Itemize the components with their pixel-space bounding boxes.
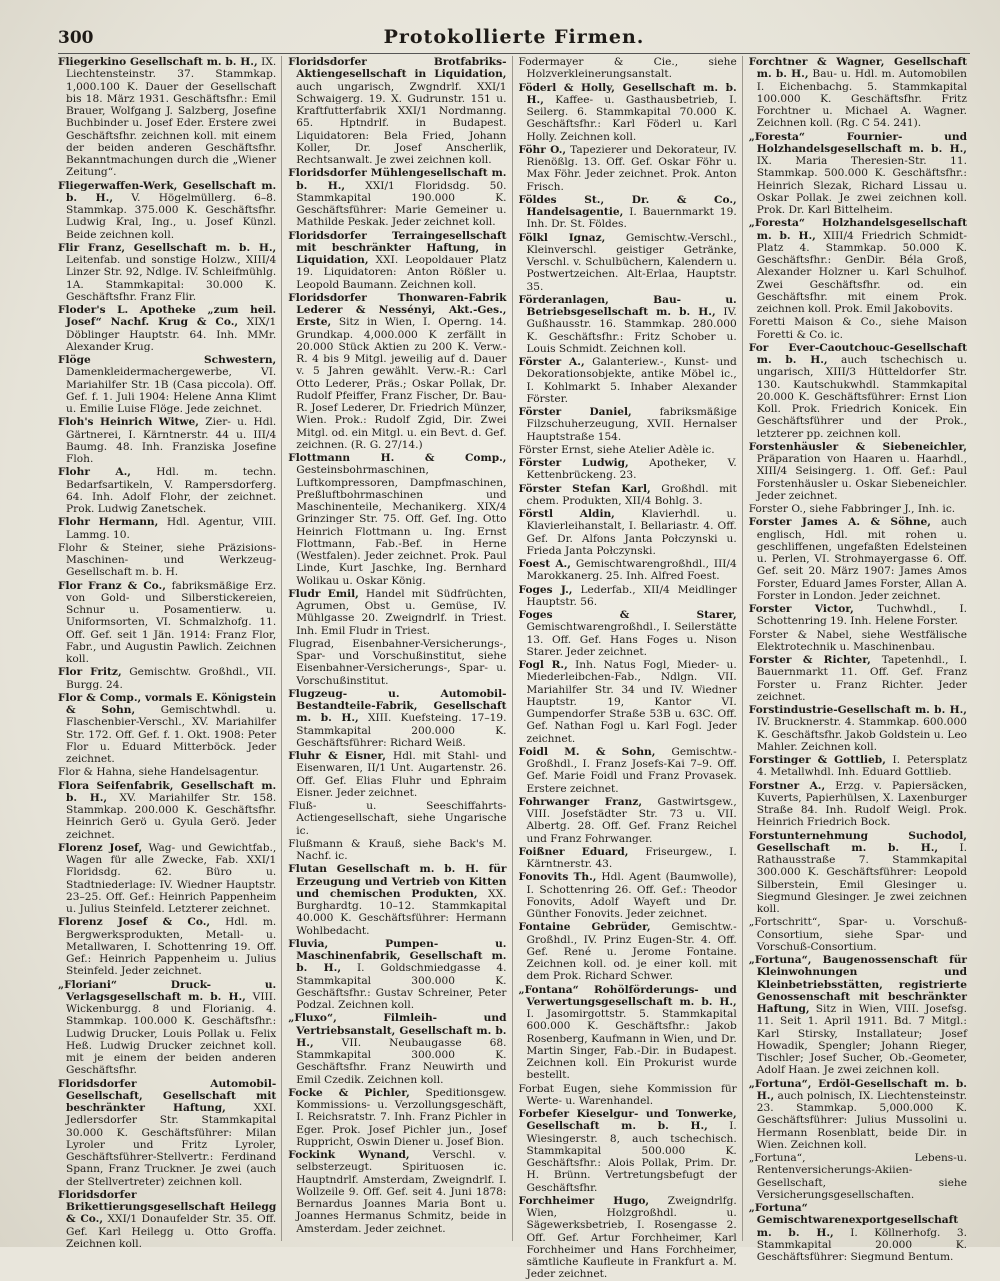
firm-details: Hdl. m. Bergwerksprodukten, Metall- u. Metallwaren, I. Schottenring 19. Off. Gef.: Heinrich Pappenheim u. Julius Steinfeld. Jeder zeichnet. [66, 916, 277, 978]
firm-name: Flutan Gesellschaft m. b. H. für Erzeugung und Vertrieb von Kitten und chemischen Produkten, [288, 863, 507, 900]
page-header [58, 24, 970, 50]
firm-entry [519, 356, 737, 405]
firm-name: Fonovits Th., [518, 871, 597, 884]
firm-details: Foretti Maison & Co., siehe Maison Foretti & Co. ic. [748, 316, 967, 341]
firm-name: Fludr Emil, [288, 587, 359, 600]
firm-entry [58, 1189, 276, 1250]
firm-entry [58, 242, 276, 303]
firm-name: „Fluxo“, Filmleih- und Vertriebsanstalt, Gesellschaft m. b. H., [288, 1012, 507, 1049]
firm-name: Floridsdorfer Brotfabriks-Aktiengesellschaft in Liquidation, [288, 56, 507, 81]
firm-name: Flor & Comp., vormals E. Königstein & Sohn, [58, 691, 277, 716]
firm-name: Floridsdorfer Brikettierungsgesellschaft Heilegg & Co., [58, 1188, 277, 1226]
firm-name: Forstner A., [748, 779, 826, 792]
firm-details: XXI. Leopoldauer Platz 19. Liquidatoren: Anton Rößler u. Leopold Baumann. Zeichnen koll. [296, 254, 507, 291]
firm-details: auch tschechisch u. ungarisch, XIII/3 Hütteldorfer Str. 130. Kautschukwhdl. Stammkapital 20.000 K. Geschäftsführer: Ernst Lion Koll. Prok. Friedrich Konicek. Ein Geschäftsführer und der Prok., letzterer pp. zeichnen koll. [756, 354, 967, 440]
firm-entry [519, 796, 737, 845]
firm-entry [749, 1202, 967, 1263]
firm-entry [288, 1087, 506, 1148]
firm-entry [288, 838, 506, 863]
firm-entry [58, 916, 276, 977]
firm-entry [749, 629, 967, 654]
firm-name: „Fortuna“ Gemischtwarenexportgesellschaft m. b. H., [748, 1202, 959, 1239]
firm-entry [749, 954, 967, 1077]
firm-entry [749, 503, 967, 515]
firm-details: Flußmann & Krauß, siehe Back's M. Nachf. ic. [288, 837, 507, 862]
firm-entry [749, 754, 967, 779]
firm-entry [519, 609, 737, 658]
firm-name: „Fontana“ Rohölförderungs- und Verwertungsgesellschaft m. b. H., [518, 983, 737, 1008]
column-3 [518, 56, 743, 1281]
firm-entry [288, 588, 506, 637]
directory-columns [58, 56, 972, 1281]
firm-details: Tapezierer und Dekorateur, IV. Rienößlg. 13. Off. Gef. Oskar Föhr u. Max Föhr. Jeder zeichnet. Prok. Anton Frisch. [526, 143, 737, 193]
firm-details: Hdl. mit Stahl- und Eisenwaren, II/1 Unt. Augartenstr. 26. Off. Gef. Elias Fluhr und Ephraim Eisner. Jeder zeichnet. [296, 750, 507, 799]
firm-entry [519, 194, 737, 231]
firm-entry [519, 659, 737, 745]
firm-details: auch englisch, Hdl. mit rohen u. geschliffenen, ungefaßten Edelsteinen u. Perlen, VI. Strohmayergasse 6. Off. Gef. seit 20. März 1907: James Amos Forster, Eduard James Forster, Allan A. Forster in London. Jeder zeichnet. [756, 516, 967, 602]
firm-details: Flugrad, Eisenbahner-Versicherungs-, Spar- und Vorschußinstitut, siehe Eisenbahner-Versicherungs-, Spar- u. Vorschußinstitut. [288, 637, 507, 687]
firm-name: Floridsdorfer Mühlengesellschaft m. b. H., [288, 167, 507, 192]
firm-details: fabriksmäßige Erz. von Gold- und Silberstickereien, Schnur u. Posamentierw. u. Uniformsorten, VI. Schmalzhofg. 11. Off. Gef. seit 1 Jän. 1914: Franz Flor, Fabr., und Augustin Pawlich. Zeichnen koll. [66, 579, 277, 665]
firm-name: Föhr O., [518, 143, 567, 156]
firm-details: Zweigndrlfg. Wien, Holzgroßhdl. u. Sägewerksbetrieb, I. Rosengasse 2. Off. Gef. Artur Forchheimer, Karl Forchheimer und Hans Forchheimer, sämtliche Kaufleute in Frankfurt a. M. Jeder zeichnet. [526, 1194, 737, 1281]
firm-entry [288, 688, 506, 749]
firm-entry [58, 56, 276, 179]
firm-entry [519, 294, 737, 355]
firm-entry [58, 354, 276, 415]
firm-details: Friseurgew., I. Kärntnerstr. 43. [526, 845, 737, 870]
firm-entry [58, 692, 276, 766]
firm-entry [58, 466, 276, 515]
firm-entry [519, 746, 737, 795]
firm-name: Fohrwanger Franz, [518, 795, 643, 808]
firm-details: Leitenfab. und sonstige Holzw., XIII/4 Linzer Str. 92, Ndlge. IV. Schleifmühlg. 1A. Stammkapital: 30.000 K. Geschäftsfhr. Franz Flir. [66, 254, 277, 303]
firm-details: Forster & Nabel, siehe Westfälische Elektrotechnik u. Maschinenbau. [748, 628, 967, 653]
firm-name: Floridsdorfer Thonwaren-Fabrik Lederer & Nessényi, Akt.-Ges., Erste, [288, 291, 507, 329]
firm-details: IX. Liechtensteinstr. 37. Stammkap. 1,000.100 K. Dauer der Gesellschaft bis 18. März 1931. Geschäftsfhr.: Emil Brauer, Wolfgang J. Salzberg, Josefine Buchbinder u. Josef Eder. Erstere zwei Geschäftsfhr. zeichnen koll. mit einem der beiden anderen Geschäftsfhr. Bekanntmachungen durch die „Wiener Zeitung“. [66, 56, 277, 179]
firm-entry [519, 984, 737, 1082]
firm-details: IV. Gußhausstr. 16. Stammkap. 280.000 K. Geschäftsfhr.: Fritz Schober u. Louis Schmidt. Zeichnen koll. [526, 306, 737, 355]
firm-entry [58, 180, 276, 241]
firm-details: Fodermayer & Cie., siehe Holzverkleinerungsanstalt. [518, 56, 737, 81]
column-2 [288, 56, 512, 1241]
firm-entry [58, 304, 276, 353]
firm-details: VIII. Wickenburgg. 8 und Florianig. 4. Stammkap. 100.000 K. Geschäftsfhr.: Ludwig Drucker, Louis Pollak u. Felix Heß. Ludwig Drucker zeichnet koll. mit je einem der beiden anderen Geschäftsfhr. [66, 990, 277, 1077]
firm-details: Forbat Eugen, siehe Kommission für Werte- u. Warenhandel. [518, 1082, 737, 1107]
firm-name: Foidl M. & Sohn, [518, 745, 656, 758]
firm-entry [58, 666, 276, 691]
firm-details: Gemischtw.-Großhdl., I. Franz Josefs-Kai 7–9. Off. Gef. Marie Foidl und Franz Provasek. Erstere zeichnet. [526, 745, 737, 795]
firm-details: Hdl. Agent (Baumwolle), I. Schottenring 26. Off. Gef.: Theodor Fonovits, Adolf Wayeft und Dr. Günther Fonovits. Jeder zeichnet. [526, 871, 737, 920]
firm-entry [519, 232, 737, 293]
firm-entry [288, 56, 506, 166]
firm-details: Verschl. v. selbsterzeugt. Spirituosen ic. Hauptndrlf. Amsterdam, Zweigndrlf. I. Wollzeile 9. Off. Gef. seit 4. Juni 1878: Bernardus Joannes Maria Bont u. Joannes Hermanus Schmitz, beide in Amsterdam. Jeder zeichnet. [296, 1149, 507, 1235]
firm-name: For Ever-Caoutchouc-Gesellschaft m. b. H., [748, 341, 967, 366]
firm-details: Wag- und Gewichtfab., Wagen für alle Zwecke, Fab. XXI/1 Floridsdg. 62. Büro u. Stadtniederlage: IV. Wiedner Hauptstr. 23–25. Off. Gef.: Heinrich Pappenheim u. Julius Steinfeld. Letzterer zeichnet. [66, 841, 277, 915]
firm-name: Forstinger & Gottlieb, [748, 754, 886, 766]
firm-entry [749, 704, 967, 753]
firm-name: Fluhr & Eisner, [288, 750, 386, 762]
firm-name: „Fortuna“, Baugenossenschaft für Kleinwohnungen und Kleinbetriebsstätten, registrierte Genossenschaft mit beschränkter Haftung, [748, 954, 967, 1015]
firm-name: Fontaine Gebrüder, [518, 921, 651, 934]
firm-details: Forster O., siehe Fabbringer J., Inh. ic. [748, 503, 956, 515]
firm-details: I. Bauernmarkt 19. Inh. Dr. St. Földes. [526, 206, 737, 231]
firm-details: Inh. Natus Fogl, Mieder- u. Miederleibchen-Fab., Ndlgn. VII. Mariahilfer Str. 34 und IV. Wiedner Hauptstr. 19, Kantor VI. Gumpendorfer Straße 53B u. 63C. Off. Gef. Nathan Fogl u. Karl Fogl. Jeder zeichnet. [526, 659, 737, 745]
firm-name: Floh's Heinrich Witwe, [58, 416, 199, 429]
firm-entry [749, 516, 967, 602]
firm-entry [519, 56, 737, 81]
firm-name: Fogl R., [518, 659, 568, 671]
firm-details: Fluß- u. Seeschiffahrts-Actiengesellschaft, siehe Ungarische ic. [288, 800, 507, 837]
firm-entry [749, 342, 967, 440]
firm-name: Föderl & Holly, Gesellschaft m. b. H., [518, 81, 737, 106]
firm-name: Fluvia, Pumpen- u. Maschinenfabrik, Gesellschaft m. b. H., [288, 937, 507, 975]
firm-name: Fockink Wynand, [288, 1149, 410, 1161]
firm-name: Flora Seifenfabrik, Gesellschaft m. b. H., [58, 779, 277, 804]
firm-name: Floder's L. Apotheke „zum heil. Josef“ Nachf. Krug & Co., [58, 304, 277, 329]
firm-details: Kaffee- u. Gasthausbetrieb, I. Seilerg. 6. Stammkapital 70.000 K. Geschäftsfhr.: Karl Föderl u. Karl Holly. Zeichnen koll. [526, 93, 737, 143]
firm-details: Hdl. m. techn. Bedarfsartikeln, V. Rampersdorferg. 64. Inh. Adolf Flohr, der zeichnet. Prok. Ludwig Zanetschek. [66, 466, 277, 515]
firm-details: Tuchwhdl., I. Schottenring 19. Inh. Helene Forster. [756, 603, 967, 628]
firm-entry [288, 638, 506, 687]
firm-details: Apotheker, V. Kettenbrückeng. 23. [526, 457, 737, 482]
firm-details: Gemischtwhdl. u. Flaschenbier-Verschl., XV. Mariahilfer Str. 172. Off. Gef. f. 1. Okt. 1908: Peter Flor u. Eduard Mitterböck. Jeder zeichnet. [66, 704, 277, 765]
firm-details: XXI/1 Donaufelder Str. 35. Off. Gef. Karl Heilegg u. Otto Groffa. Zeichnen koll. [66, 1213, 277, 1250]
firm-details: I. Jasomirgottstr. 5. Stammkapital 600.000 K. Geschäftsfhr.: Jakob Rosenberg, Kaufmann in Wien, und Dr. Martin Singer, Fab.-Dir. in Budapest. Zeichnen koll. Ein Prokurist wurde bestellt. [526, 1008, 737, 1082]
firm-entry [519, 457, 737, 482]
firm-name: Forstenhäusler & Siebeneichler, [748, 440, 967, 453]
firm-name: Florenz Josef, [58, 841, 143, 854]
firm-name: Förster Daniel, [518, 406, 632, 418]
firm-details: Zier- u. Hdl. Gärtnerei, I. Kärntnerstr. 44 u. III/4 Baumg. 48. Inh. Franziska Josefine Floh. [66, 416, 277, 465]
firm-entry [519, 871, 737, 920]
firm-name: Förderanlagen, Bau- u. Betriebsgesellschaft m. b. H., [518, 293, 737, 318]
firm-details: Gemischtw. Großhdl., VII. Burgg. 24. [66, 666, 277, 691]
firm-entry [288, 452, 506, 587]
firm-name: Flor Fritz, [58, 666, 122, 679]
firm-details: XX. Burghardtg. 10–12. Stammkapital 40.000 K. Geschäftsführer: Hermann Wohlbedacht. [296, 887, 507, 937]
firm-entry [519, 406, 737, 443]
firm-name: Forchtner & Wagner, Gesellschaft m. b. H., [748, 56, 967, 81]
firm-name: Foges & Starer, [518, 609, 737, 621]
firm-name: Forster & Richter, [748, 654, 871, 666]
header-rule [58, 53, 970, 54]
page-number: 300 [58, 28, 94, 48]
firm-entry [288, 750, 506, 799]
column-4 [748, 56, 972, 1263]
firm-entry [58, 1078, 276, 1188]
firm-entry [58, 542, 276, 579]
firm-details: Sitz in Wien, VIII. Josefsg. 11. Seit 1. April 1911. Bd. 7 Mitgl.: Karl Stirsky, Installateur; Josef Howadik, Spengler; Johann Rieger, Tischler; Josef Sucher, Ob.-Geometer, Adolf Haan. Je zwei zeichnen koll. [756, 1003, 967, 1077]
firm-details: Förster Ernst, siehe Atelier Adèle ic. [518, 443, 715, 456]
firm-details: Speditionsgew. Kommissions- u. Verzollungsgeschäft, I. Reichsratstr. 7. Inh. Franz Pichler in Eger. Prok. Josef Pichler jun., Josef Ruppricht, Oswin Diener u. Josef Bion. [296, 1086, 507, 1148]
firm-entry [749, 217, 967, 315]
firm-entry [288, 938, 506, 1012]
firm-details: Klavierhdl. u. Klavierleihanstalt, I. Bellariastr. 4. Off. Gef. Dr. Alfons Janta Połczynski u. Frieda Janta Połczynski. [526, 508, 737, 557]
firm-entry [749, 654, 967, 703]
firm-entry [519, 508, 737, 557]
firm-name: Foißner Eduard, [518, 845, 629, 858]
firm-entry [288, 167, 506, 228]
firm-entry [58, 516, 276, 541]
firm-entry [519, 584, 737, 609]
firm-details: XXI. Jedlersdorfer Str. Stammkapital 30.000 K. Geschäftsführer: Milan Lyroler und Fritz Lyroler, Geschäftsführer-Stellvertr.: Ferdinand Spann, Franz Truckner. Je zwei (auch der Stellvertreter) zeichnen koll. [66, 1102, 277, 1188]
firm-name: Flöge Schwestern, [58, 354, 277, 366]
firm-details: auch polnisch, IX. Liechtensteinstr. 23. Stammkap. 5,000.000 K. Geschäftsführer: Julius Mussolini u. Hermann Rosenblatt, beide Dir. in Wien. Zeichnen koll. [756, 1089, 967, 1151]
firm-entry [749, 780, 967, 829]
firm-name: Florenz Josef & Co., [58, 916, 211, 929]
firm-name: Földes St., Dr. & Co., Handelsagentie, [518, 193, 737, 218]
firm-entry [519, 558, 737, 583]
firm-details: Flohr & Steiner, siehe Präzisions-Maschinen- und Werkzeug-Gesellschaft m. b. H. [58, 541, 277, 579]
firm-entry [519, 144, 737, 193]
firm-name: Flohr A., [58, 466, 131, 479]
firm-name: Fliegerwaffen-Werk, Gesellschaft m. b. H., [58, 179, 277, 204]
firm-details: XIII/4 Friedrich Schmidt-Platz 4. Stammkap. 50.000 K. Geschäftsfhr.: GenDir. Béla Groß, Alexander Holzner u. Karl Schulhof. Zwei Geschäftsfhr. od. ein Geschäftsfhr. mit einem Prok. zeichnen koll. Prok. Emil Jakobovits. [756, 229, 967, 315]
firm-entry [749, 56, 967, 130]
firm-details: „Fortuna“, Lebens-u. Rentenversicherungs-Akiien-Gesellschaft, siehe Versicherungsgesellschaften. [748, 1152, 967, 1201]
firm-name: Förstl Aldin, [518, 508, 615, 520]
firm-details: Präparation von Haaren u. Haarhdl., XIII/4 Seisingerg. 1. Off. Gef.: Paul Forstenhäusler u. Oskar Siebeneichler. Jeder zeichnet. [756, 453, 967, 502]
firm-entry [519, 921, 737, 982]
firm-name: Forstindustrie-Gesellschaft m. b. H., [748, 704, 967, 716]
firm-name: „Foresta“ Holzhandelsgesellschaft m. b. H., [748, 217, 967, 242]
firm-entry [58, 766, 276, 778]
firm-name: Foges J., [518, 583, 573, 596]
firm-entry [519, 483, 737, 508]
firm-details: I. Petersplatz 4. Metallwhdl. Inh. Eduard Gottlieb. [756, 754, 967, 779]
firm-details: Gemischtwarengroßhdl., III/4 Marokkanerg. 25. Inh. Alfred Foest. [526, 558, 737, 583]
firm-entry [288, 230, 506, 291]
firm-details: „Fortschritt“, Spar- u. Vorschuß-Consortium, siehe Spar- und Vorschuß-Consortium. [748, 916, 967, 953]
firm-entry [519, 1195, 737, 1281]
firm-entry [58, 842, 276, 916]
firm-name: Flugzeug- u. Automobil-Bestandteile-Fabrik, Gesellschaft m. b. H., [288, 687, 507, 725]
firm-entry [519, 444, 737, 456]
firm-details: Hdl. Agentur, VIII. Lammg. 10. [66, 516, 277, 541]
firm-name: Floridsdorfer Terraingesellschaft mit beschränkter Haftung, in Liquidation, [288, 229, 507, 266]
firm-details: Gastwirtsgew., VIII. Josefstädter Str. 73 u. VII. Albertg. 28. Off. Gef. Franz Reichel und Franz Fohrwanger. [526, 795, 737, 845]
firm-entry [749, 830, 967, 916]
firm-entry [288, 1149, 506, 1235]
firm-name: Flor Franz & Co., [58, 579, 166, 592]
running-title: Protokollierte Firmen. [383, 26, 645, 48]
firm-details: Sitz in Wien, I. Operng. 14. Grundkap. 4,000.000 K zerfällt in 20.000 Stück Aktien zu 200 K. Verw.-R. 4 bis 9 Mitgl. jeweilig auf d. Dauer v. 5 Jahren gewählt. Verw.-R.: Carl Otto Lederer, Präs.; Oskar Pollak, Dr. Rudolf Pfeiffer, Franz Fischer, Dr. Bau-R. Josef Lederer, Dr. Friedrich Münzer, Wien. Prok.: Rudolf Zgid, Dir. Zwei Mitgl. od. ein Mitgl. u. ein Bevt. d. Gef. zeichnen. (R. G. 27/14.) [296, 316, 507, 451]
firm-details: auch ungarisch, Zwgndrlf. XXI/1 Schwaigerg. 19. X. Gudrunstr. 151 u. Kraftfutterfabrik XXI/1 Nordmanng. 65. Hptndrlf. in Budapest. Liquidatoren: Bela Fried, Johann Koller, Dr. Josef Anscherlik, Rechtsanwalt. Je zwei zeichnen koll. [296, 80, 507, 166]
firm-details: Bau- u. Hdl. m. Automobilen I. Eichenbachg. 5. Stammkapital 100.000 K. Geschäftsfhr. Fritz Forchtner u. Michael A. Wagner. Zeichnen koll. (Rg. C 54. 241). [756, 68, 967, 130]
firm-details: I. Goldschmiedgasse 4. Stammkapital 300.000 K. Geschäftsfhr.: Gustav Schreiner, Peter Podzal. Zeichnen koll. [296, 962, 507, 1011]
firm-name: Foest A., [518, 558, 571, 570]
firm-name: Floridsdorfer Automobil-Gesellschaft, Gesellschaft mit beschränkter Haftung, [58, 1077, 277, 1114]
firm-details: I. Wiesingerstr. 8, auch tschechisch. Stammkapital 500.000 K. Geschäftsfhr.: Alois Pollak, Prim. Dr. H. Brünn. Vertretungsbefugt der Geschäftsfhr. [526, 1120, 737, 1194]
firm-name: Förster A., [518, 356, 585, 368]
firm-entry [519, 1083, 737, 1108]
firm-entry [519, 846, 737, 871]
firm-name: Förster Ludwig, [518, 457, 629, 469]
firm-entry [58, 979, 276, 1077]
firm-details: Großhdl. mit chem. Produkten, XII/4 Bohlg. 3. [526, 482, 737, 507]
firm-entry [749, 916, 967, 953]
firm-name: Forstunternehmung Suchodol, Gesellschaft m. b. H., [748, 829, 967, 854]
firm-entry [58, 780, 276, 841]
firm-entry [288, 863, 506, 937]
firm-details: Handel mit Südfrüchten, Agrumen, Obst u. Gemüse, IV. Mühlgasse 20. Zweigndrlf. in Triest. Inh. Emil Fludr in Triest. [296, 587, 507, 637]
firm-name: Flir Franz, Gesellschaft m. b. H., [58, 241, 277, 254]
firm-name: Forchheimer Hugo, [518, 1194, 650, 1207]
firm-details: Gemischtwarengroßhdl., I. Seilerstätte 13. Off. Gef. Hans Foges u. Nison Starer. Jeder zeichnet. [526, 621, 737, 658]
firm-name: Flohr Hermann, [58, 516, 159, 529]
firm-name: „Foresta“ Fournier- und Holzhandelsgesellschaft m. b. H., [748, 130, 967, 155]
firm-name: Focke & Pichler, [288, 1086, 410, 1099]
firm-details: Flor & Hahna, siehe Handelsagentur. [58, 766, 259, 779]
firm-entry [519, 82, 737, 143]
firm-name: Fölkl Ignaz, [518, 231, 606, 244]
column-1 [58, 56, 282, 1250]
firm-entry [749, 603, 967, 628]
firm-details: Gemischtw.-Großhdl., IV. Prinz Eugen-Str. 4. Off. Gef. René u. Jerome Fontaine. Zeichnen koll. od. je einer koll. mit dem Prok. Richard Schwer. [526, 921, 737, 983]
firm-details: XIX/1 Döblinger Hauptstr. 64. Inh. MMr. Alexander Krug. [66, 316, 277, 353]
firm-entry [58, 416, 276, 465]
firm-name: Fliegerkino Gesellschaft m. b. H., [58, 56, 258, 68]
firm-entry [519, 1108, 737, 1194]
firm-details: Lederfab., XII/4 Meidlinger Hauptstr. 56. [526, 583, 737, 608]
firm-name: „Fortuna“, Erdöl-Gesellschaft m. b. H., [748, 1077, 967, 1102]
firm-entry [749, 316, 967, 341]
firm-name: Forster James A. & Söhne, [748, 516, 931, 529]
firm-details: Gemischtw.-Verschl., Kleinverschl. geistiger Getränke, Verschl. v. Schulbüchern, Kalendern u. Postwertzeichen. Alt-Erlaa, Hauptstr. 35. [526, 231, 737, 293]
firm-name: Forster Victor, [748, 603, 854, 615]
firm-details: VII. Neubaugasse 68. Stammkapital 300.000 K. Geschäftsfhr. Franz Neuwirth und Emil Czedik. Zeichnen koll. [296, 1036, 507, 1086]
firm-name: „Floriani“ Druck- u. Verlagsgesellschaft m. b. H., [58, 978, 277, 1003]
firm-entry [288, 292, 506, 451]
firm-entry [288, 800, 506, 837]
firm-details: IV. Brucknerstr. 4. Stammkap. 600.000 K. Geschäftsfhr. Jakob Goldstein u. Leo Mahler. Zeichnen koll. [756, 716, 967, 753]
firm-details: XIII. Kuefsteing. 17–19. Stammkapital 200.000 K. Geschäftsführer: Richard Weiß. [296, 712, 507, 749]
firm-entry [749, 1078, 967, 1152]
firm-details: XV. Mariahilfer Str. 158. Stammkap. 200.000 K. Geschäftsfhr. Heinrich Gerö u. Gyula Gerö. Jeder zeichnet. [66, 791, 277, 841]
firm-name: Förster Stefan Karl, [518, 482, 651, 495]
firm-entry [288, 1012, 506, 1086]
firm-details: Erzg. v. Papiersäcken, Kuverts, Papierhülsen, X. Laxenburger Straße 84. Inh. Rudolf Weigl. Prok. Heinrich Friedrich Bock. [756, 779, 967, 829]
firm-details: fabriksmäßige Filzschuherzeugung, XVII. Hernalser Hauptstraße 154. [526, 406, 737, 443]
firm-name: Forbefer Kieselgur- und Tonwerke, Gesellschaft m. b. H., [518, 1108, 737, 1133]
firm-details: I. Rathausstraße 7. Stammkapital 300.000 K. Geschäftsführer: Leopold Silberstein, Emil Glesinger u. Siegmund Glesinger. Je zwei zeichnen koll. [756, 841, 967, 915]
firm-details: Gesteinsbohrmaschinen, Luftkompressoren, Dampfmaschinen, Preßluftbohrmaschinen und Maschinenteile, Mechanikerg. XIX/4 Grinzinger Str. 75. Off. Gef. Ing. Otto Heinrich Flottmann u. Ing. Ernst Flottmann, Fab.-Bef. in Herne (Westfalen). Jeder zeichnet. Prok. Paul Linde, Kurt Jaschke, Ing. Bernhard Wolikau u. Oskar König. [296, 464, 507, 587]
firm-details: V. Högelmüllerg. 6–8. Stammkap. 375.000 K. Geschäftsfhr. Ludwig Kral, Ing., u. Josef Künzl. Beide zeichnen koll. [66, 191, 277, 241]
firm-entry [749, 131, 967, 217]
firm-name: Flottmann H. & Comp., [288, 452, 507, 464]
firm-entry [749, 1152, 967, 1201]
firm-details: IX. Maria Theresien-Str. 11. Stammkap. 500.000 K. Geschäftsfhr.: Heinrich Slezak, Richard Lissau u. Oskar Pollak. Je zwei zeichnen koll. Prok. Dr. Karl Bittelheim. [756, 155, 967, 216]
firm-details: I. Köllnerhofg. 3. Stammkapital 20.000 K. Geschäftsführer: Siegmund Bentum. [756, 1226, 967, 1263]
firm-entry [58, 580, 276, 666]
firm-details: Tapetenhdl., I. Bauernmarkt 11. Off. Gef. Franz Forster u. Franz Richter. Jeder zeichnet. [756, 654, 967, 703]
firm-details: Damenkleidermachergewerbe, VI. Mariahilfer Str. 1B (Casa piccola). Off. Gef. f. 1. Juli 1904: Helene Anna Klimt u. Emilie Luise Flöge. Jede zeichnet. [66, 366, 277, 415]
firm-entry [749, 441, 967, 502]
firm-details: Galanteriew.-, Kunst- und Dekorationsobjekte, antike Möbel ic., I. Kohlmarkt 5. Inhaber Alexander Förster. [526, 356, 737, 405]
firm-details: XXI/1 Floridsdg. 50. Stammkapital 190.000 K. Geschäftsführer: Marie Gemeiner u. Mathilde Peskak. Jeder zeichnet koll. [296, 179, 507, 229]
